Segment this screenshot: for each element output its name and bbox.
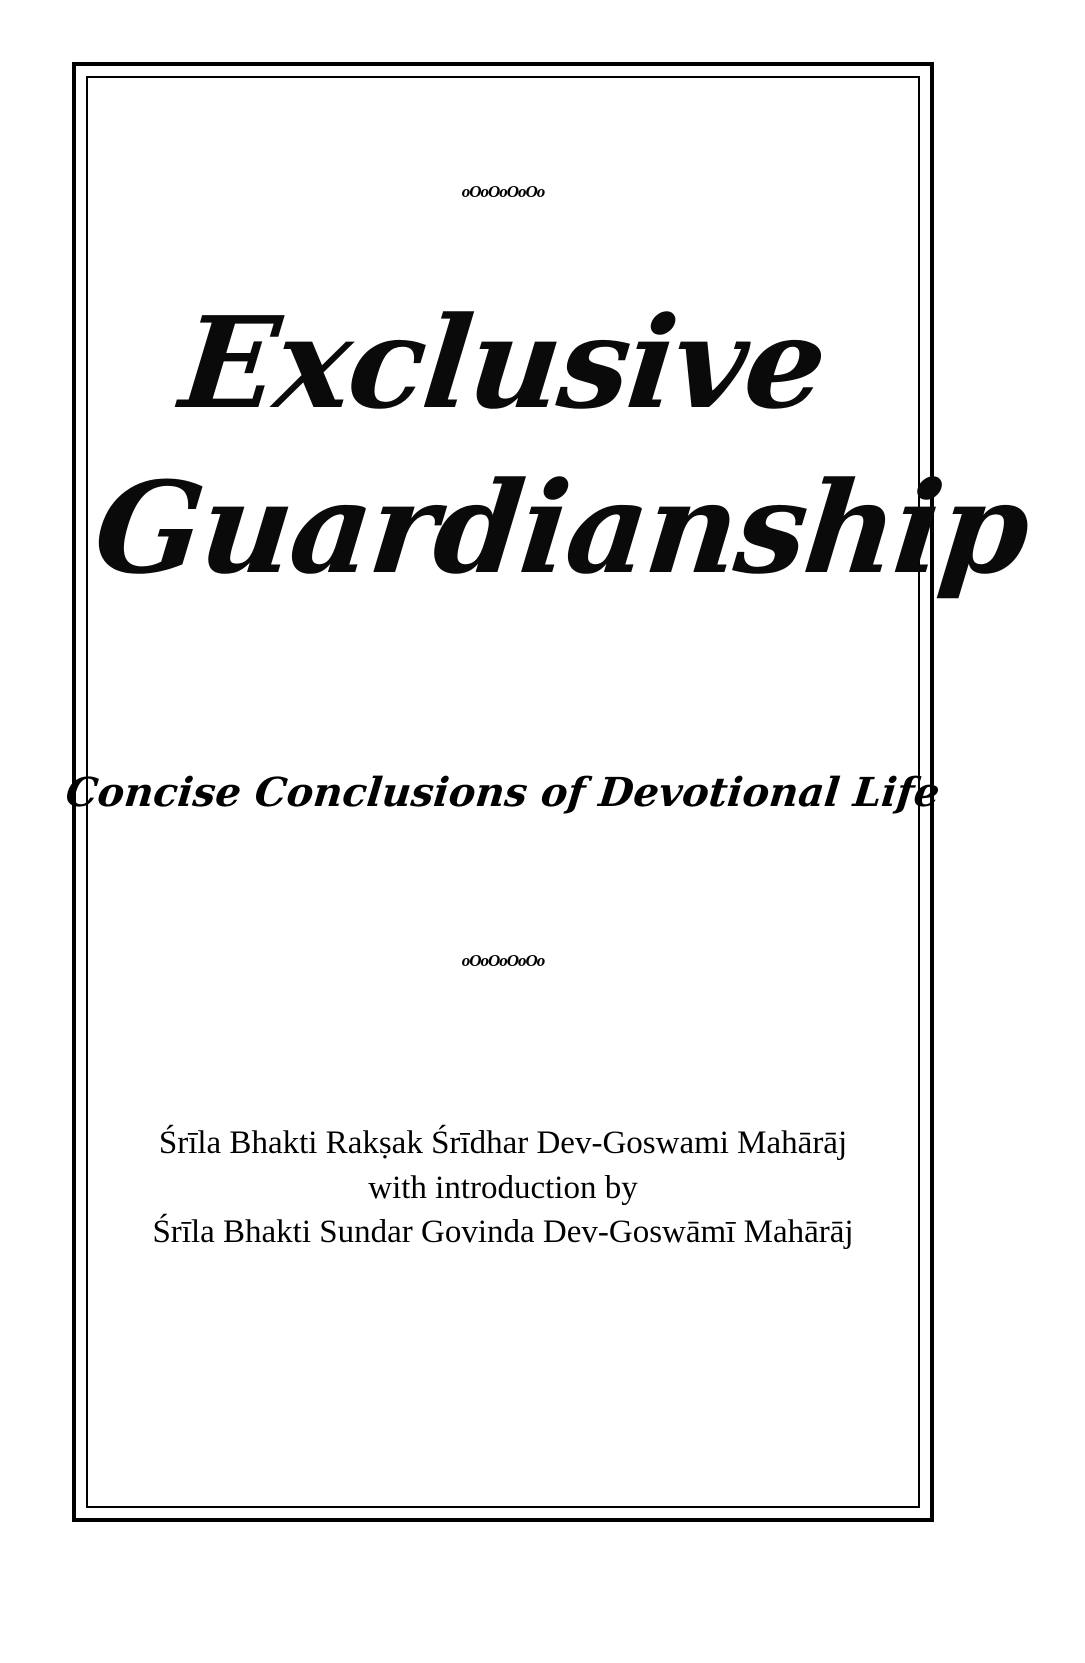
cover-content [63,86,1035,1498]
ornament-top: oOoOoOoOo [461,182,545,201]
author-block [96,1121,910,1255]
author-line-connector: with introduction by [368,1169,638,1206]
author-line-introduction: Śrīla Bhakti Sundar Govinda Dev-Goswāmī Mahārāj [152,1214,854,1251]
title-line-2: Guardianship [88,453,1035,602]
cover-subtitle: Concise Conclusions of Devotional Life [63,769,943,817]
ornament-bottom: oOoOoOoOo [461,951,545,971]
page-title [88,272,1035,619]
author-line-primary: Śrīla Bhakti Rakṣak Śrīdhar Dev-Goswami Mahārāj [158,1125,848,1162]
title-line-1: Exclusive [174,289,832,437]
